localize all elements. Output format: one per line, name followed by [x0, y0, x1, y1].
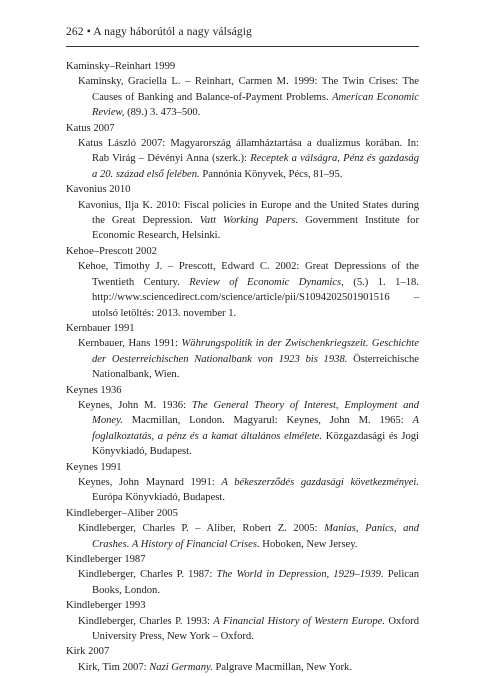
- bibliography-entry: [66, 121, 419, 183]
- reference-title-italic: Receptek a válságra, Pénz és gazdaság a 20. század első felében.: [92, 153, 419, 180]
- reference-text: Keynes, John Maynard 1991:: [78, 476, 222, 488]
- bibliography-entry: [66, 460, 419, 506]
- entry-reference: [66, 475, 419, 506]
- reference-text: Pelican Books, London.: [92, 569, 419, 596]
- reference-title-italic: Vatt Working Papers.: [199, 215, 299, 227]
- bibliography-entry: [66, 244, 419, 321]
- reference-text: Keynes, John M. 1936:: [78, 399, 192, 411]
- bibliography-list: [66, 59, 419, 675]
- reference-text: Österreichische Nationalbank, Wien.: [92, 353, 419, 381]
- reference-text: Palgrave Macmillan, New York.: [212, 661, 352, 673]
- bibliography-entry: [66, 506, 419, 552]
- bibliography-entry: [66, 321, 419, 383]
- reference-title-italic: A foglalkoztatás, a pénz és a kamat általános elmélete.: [92, 415, 419, 442]
- reference-title-italic: The World in Depression, 1929–1939.: [216, 569, 384, 581]
- reference-text: Kindleberger, Charles P. – Aliber, Robert Z. 2005:: [78, 523, 325, 535]
- reference-title-italic: Nazi Germany.: [149, 661, 213, 673]
- bibliography-entry: [66, 552, 419, 598]
- reference-text: Kindleberger, Charles P. 1987:: [78, 569, 217, 581]
- reference-text: Oxford University Press, New York – Oxford.: [92, 615, 420, 643]
- reference-text: Kehoe, Timothy J. – Prescott, Edward C. 2002: Great Depressions of the Twentieth Century.: [78, 261, 419, 288]
- running-head: [66, 25, 252, 38]
- reference-title-italic: A Financial History of Western Europe.: [213, 615, 386, 627]
- bibliography-entry: [66, 383, 419, 460]
- entry-key: Kindleberger 1987: [66, 554, 146, 565]
- reference-text: Közgazdasági és Jogi Könyvkiadó, Budapest.: [92, 430, 420, 458]
- reference-text: Kirk, Tim 2007:: [78, 661, 150, 673]
- entry-reference: [66, 259, 419, 321]
- bibliography-entry: [66, 598, 419, 644]
- reference-text: Hoboken, New Jersey.: [259, 538, 358, 550]
- entry-reference: [66, 521, 419, 552]
- entry-reference: [66, 74, 419, 120]
- reference-title-italic: Währungspolitik in der Zwischenkriegszeit. Geschichte der Oesterreichischen Nationalbank von 1923 bis 1938.: [92, 338, 419, 365]
- bibliography-entry: [66, 182, 419, 244]
- reference-title-italic: American Economic Review,: [92, 91, 419, 119]
- entry-key: Kehoe–Prescott 2002: [66, 245, 157, 257]
- reference-text: (89.) 3. 473–500.: [124, 107, 201, 119]
- entry-reference: [66, 660, 419, 675]
- bibliography-entry: [66, 59, 419, 121]
- running-title: A nagy háborútól a nagy válságig: [93, 25, 252, 38]
- reference-text: Európa Könyvkiadó, Budapest.: [92, 492, 225, 504]
- entry-reference: [66, 336, 419, 382]
- entry-key: Kavonius 2010: [66, 184, 131, 196]
- reference-text: (5.) 1. 1–18. http://www.sciencedirect.com/science/article/pii/S1094202501901516 – utolsó letöltés: 2013. november 1.: [92, 276, 419, 319]
- entry-key: Kindleberger–Aliber 2005: [66, 507, 178, 519]
- entry-reference: [66, 567, 419, 598]
- entry-key: Kirk 2007: [66, 646, 110, 658]
- entry-reference: [66, 198, 419, 244]
- header-rule: [66, 46, 419, 47]
- entry-key: Keynes 1936: [66, 384, 122, 396]
- entry-reference: [66, 614, 419, 645]
- reference-title-italic: A békeszerződés gazdasági következményei.: [221, 476, 419, 488]
- reference-text: Government Institute for Economic Research, Helsinki.: [92, 215, 419, 242]
- entry-key: Katus 2007: [66, 122, 115, 134]
- reference-text: Kaminsky, Graciella L. – Reinhart, Carmen M. 1999: The Twin Crises: The Causes of Banking and Balance-of-Payment Problems.: [78, 76, 419, 103]
- reference-title-italic: Manias, Panics, and Crashes. A History of Financial Crises.: [92, 523, 419, 550]
- reference-title-italic: Review of Economic Dynamics,: [189, 276, 344, 288]
- reference-text: Kernbauer, Hans 1991:: [78, 338, 182, 350]
- reference-text: Kavonius, Ilja K. 2010: Fiscal policies in Europe and the United States during the Great Depression.: [78, 199, 419, 227]
- entry-key: Kaminsky–Reinhart 1999: [66, 61, 176, 72]
- page-number: 262: [66, 25, 84, 38]
- entry-key: Keynes 1991: [66, 461, 122, 473]
- entry-reference: [66, 398, 419, 460]
- header-separator: •: [86, 25, 91, 38]
- entry-key: Kernbauer 1991: [66, 322, 135, 334]
- bibliography-entry: [66, 644, 419, 675]
- reference-text: Kindleberger, Charles P. 1993:: [78, 615, 214, 627]
- reference-title-italic: The General Theory of Interest, Employment and Money.: [92, 399, 419, 427]
- entry-reference: [66, 136, 419, 182]
- reference-text: Macmillan, London. Magyarul: Keynes, John M. 1965:: [122, 415, 413, 427]
- entry-key: Kindleberger 1993: [66, 600, 146, 612]
- reference-text: Katus László 2007: Magyarország államháztartása a dualizmus korában. In: Rab Virág – Dévényi Anna (szerk.):: [78, 138, 419, 165]
- reference-text: Pannónia Könyvek, Pécs, 81–95.: [199, 168, 343, 180]
